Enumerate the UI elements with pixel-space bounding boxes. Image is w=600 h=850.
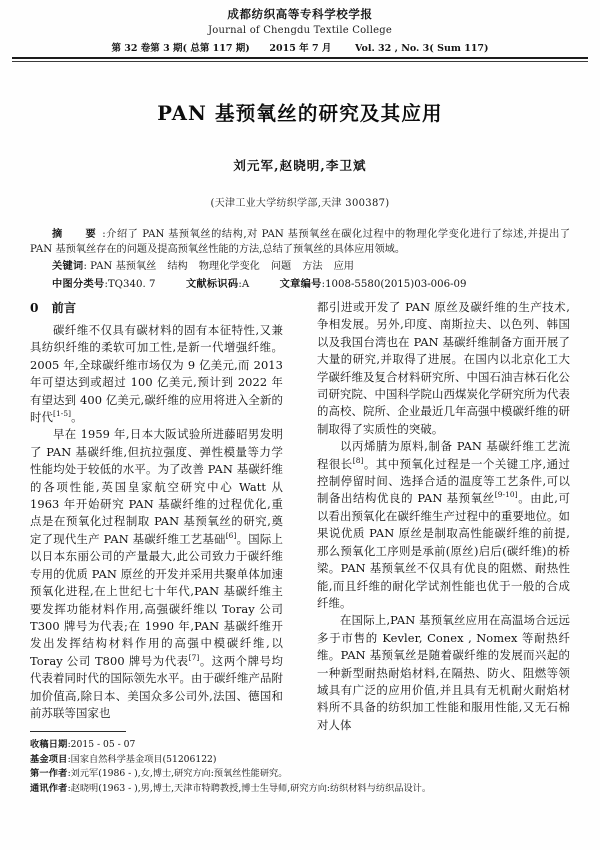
footnote-corresponding-author: [30, 782, 570, 797]
volume-issue-english: Vol. 32 , No. 3( Sum 117): [355, 43, 489, 54]
abstract-paragraph: [30, 227, 570, 258]
journal-name-english: Journal of Chengdu Textile College: [208, 25, 392, 36]
abstract-text: 介绍了 PAN 基预氧丝的结构,对 PAN 基预氧丝在碳化过程中的物理化学变化进行了综述,并提出了 PAN 基预氧丝存在的问题及提高预氧丝性能的方法,总结了预氧丝的具体应用领域。: [30, 228, 571, 256]
document-code-value: A: [241, 279, 250, 291]
paragraph: 在国际上,PAN 基预氧丝应用在高温场合远远多于市售的 Kevler, Conex , Nomex 等耐热纤维。PAN 基预氧丝是随着碳纤维的发展而兴起的一种新型耐热耐焰材料,在隔热、防火、阻燃等领域具有广泛的应用价值,并且具有无机耐火耐焰材料所不具备的纺织加工性能和服用性能,又无石棉对人体: [317, 613, 570, 732]
divider-rule-thin: [12, 61, 588, 62]
classification-line: [30, 277, 570, 293]
article-id-label: 文章编号: [279, 278, 322, 291]
abstract-colon: :: [102, 228, 106, 240]
column-right: [317, 299, 570, 734]
reference-marker: [6]: [225, 531, 237, 541]
keyword-item: 方法: [302, 260, 323, 272]
abstract-block: [30, 227, 570, 293]
page-title: PAN 基预氧丝的研究及其应用: [157, 101, 443, 125]
footnote-label: 通讯作者: [30, 782, 68, 794]
masthead-divider: [12, 57, 588, 62]
footnote-divider: [30, 731, 126, 732]
issue-date: 2015 年 7 月: [269, 43, 332, 54]
abstract-label: 摘 要: [52, 227, 103, 240]
paragraph: 碳纤维不仅具有碳材料的固有本征特性,又兼具纺织纤维的柔软可加工性,是新一代增强纤维。2005 年,全球碳纤维市场仅为 9 亿美元,而 2013 年可望达到或超过 100 亿美元,预计到 2022 年有望达到 400 亿美元,碳纤维的应用将进入全新的时代[1-5]。: [30, 323, 283, 425]
footnote-colon: :: [67, 739, 71, 750]
keywords-label: 关键词: [52, 259, 84, 272]
column-left: [30, 299, 283, 722]
article-body: [30, 299, 570, 734]
paragraph: 都引进或开发了 PAN 原丝及碳纤维的生产技术,争相发展。另外,印度、南斯拉夫、以色列、韩国以及我国台湾也在 PAN 基碳纤维制备方面开展了大量的研究,并取得了进展。在国内以北京化工大学碳纤维及复合材料研究所、中国石油吉林石化公司研究院、中国科学院山西煤炭化学研究所为代表的高校、院所、企业最近几年高强中模碳纤维的研制取得了实质性的突破。: [317, 300, 570, 436]
keywords-items: [87, 261, 365, 272]
reference-marker: [9-10]: [494, 490, 518, 500]
footnote-colon: :: [67, 768, 71, 780]
reference-marker: [8]: [352, 455, 364, 465]
issue-line: [0, 41, 600, 56]
keywords-colon: :: [83, 260, 87, 272]
journal-name-chinese: 成都纺织高等专科学校学报: [227, 7, 373, 21]
keyword-item: PAN 基预氧丝: [90, 260, 157, 272]
reference-marker: [7]: [188, 652, 200, 662]
footnote-label: 第一作者: [30, 768, 68, 780]
clc-label: 中图分类号: [52, 278, 105, 291]
footnote-text: 刘元军(1986 - ),女,博士,研究方向:预氧丝性能研究。: [70, 768, 288, 780]
clc-value: TQ340. 7: [107, 279, 156, 291]
keyword-item: 问题: [270, 260, 292, 272]
footnote-block: [30, 731, 570, 796]
divider-rule-thick: [12, 57, 588, 59]
document-code-label: 文献标识码: [185, 278, 239, 291]
section-heading: [30, 299, 283, 317]
article-id-value: 1008-5580(2015)03-006-09: [325, 279, 467, 291]
footnote-first-author: [30, 767, 570, 782]
footnote-colon: :: [67, 782, 71, 794]
footnote-funding: [30, 753, 570, 768]
keywords-line: [30, 259, 570, 275]
reference-marker: [1-5]: [52, 409, 72, 419]
masthead: [0, 0, 600, 56]
section-number: 0: [30, 301, 39, 315]
title-block: [0, 98, 600, 209]
footnote-text: 赵晓明(1963 - ),男,博士,天津市特聘教授,博士生导师,研究方向:纺织材料与纺织品设计。: [70, 782, 432, 794]
clc-colon: :: [104, 279, 108, 291]
article-id-colon: :: [321, 279, 326, 291]
author-affiliation: (天津工业大学纺织学部,天津 300387): [210, 197, 390, 209]
author-list: 刘元军,赵晓明,李卫斌: [233, 157, 367, 173]
paragraph: 早在 1959 年,日本大阪试验所进藤昭男发明了 PAN 基碳纤维,但抗拉强度、弹性模量等力学性能均处于较低的水平。为了改善 PAN 基碳纤维的各项性能,英国皇家航空研究中心 Watt 从 1963 年开始研究 PAN 基碳纤维的过程优化,重点是在预氧化过程制取 PAN 基预氧丝的研究,奠定了现代生产 PAN 基碳纤维工艺基础[6]。国际上以日本东丽公司的产量最大,此公司致力于碳纤维专用的优质 PAN 原丝的开发并采用共聚单体加速预氧化进程,在上世纪七十年代,PAN 基碳纤维主要发挥功能材料作用,高强碳纤维以 Toray 公司 T300 牌号为代表;在 1990 年,PAN 基碳纤维开发出发挥结构材料作用的高强中模碳纤维,以 Toray 公司 T800 牌号为代表[7]。这两个牌号均代表着同时代的国际领先水平。由于碳纤维产品附加价值高,除日本、美国众多公司外,法国、德国和前苏联等国家也: [30, 427, 283, 720]
keyword-item: 物理化学变化: [198, 260, 260, 272]
footnote-text: 2015 - 05 - 07: [70, 739, 136, 750]
footnote-colon: :: [67, 753, 71, 765]
footnote-received-date: [30, 738, 570, 753]
footnote-label: 基金项目: [30, 753, 68, 765]
keyword-item: 结构: [167, 260, 188, 272]
document-code-colon: :: [238, 279, 242, 291]
section-title: 前言: [51, 301, 77, 315]
keyword-item: 应用: [333, 260, 354, 272]
footnote-text: 国家自然科学基金项目(51206122): [70, 753, 217, 765]
footnote-label: 收稿日期: [30, 739, 68, 750]
paragraph: 以丙烯腈为原料,制备 PAN 基碳纤维工艺流程很长[8]。其中预氧化过程是一个关键工序,通过控制停留时间、选择合适的温度等工艺条件,可以制备出结构优良的 PAN 基预氧丝[9-10]。由此,可以看出预氧化在碳纤维生产过程中的重要地位。如果说优质 PAN 原丝是制取高性能碳纤维的前提,那么预氧化工序则是承前(原丝)启后(碳纤维)的桥梁。PAN 基预氧丝不仅具有优良的阻燃、耐热性能,而且纤维的耐化学试剂性能也优于一般的合成纤维。: [317, 439, 570, 610]
volume-issue-chinese: 第 32 卷第 3 期( 总第 117 期): [111, 43, 250, 54]
